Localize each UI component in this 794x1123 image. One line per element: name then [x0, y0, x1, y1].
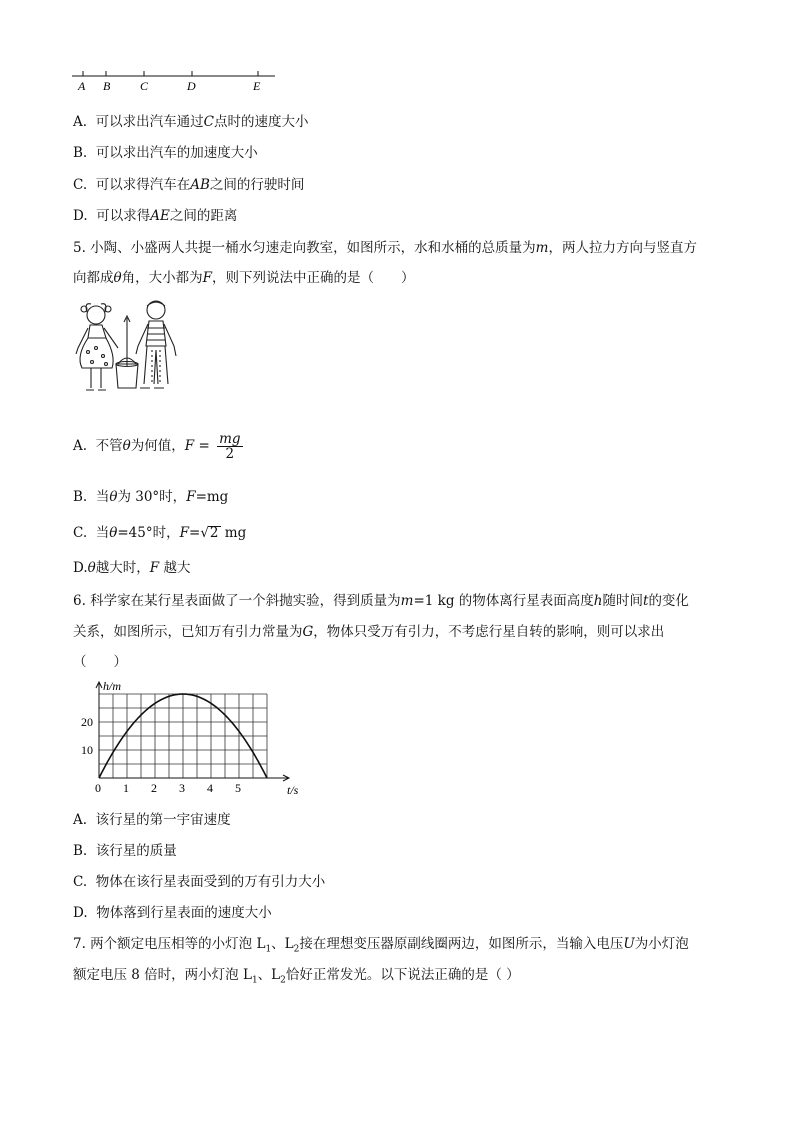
q6-option-b[interactable]: B. 该行星的质量 — [73, 843, 177, 859]
chart-tick-labels — [81, 715, 241, 795]
q7-stem-line1: 7. 两个额定电压相等的小灯泡 $L_1$、$L_2$接在理想变压器原副线圈两边，如图所示，当输入电压U为小灯泡 — [73, 936, 689, 955]
q4-line-figure — [72, 70, 282, 94]
q6-option-d[interactable]: D. 物体落到行星表面的速度大小 — [73, 905, 272, 921]
point-label-d: D — [187, 79, 196, 93]
point-label-b: B — [103, 79, 111, 93]
y-tick-label-20: 20 — [81, 715, 93, 729]
q6-option-c[interactable]: C. 物体在该行星表面受到的万有引力大小 — [73, 874, 326, 890]
x-tick-label-3: 3 — [179, 781, 185, 795]
height-time-chart — [75, 676, 320, 798]
point-label-c: C — [140, 79, 149, 93]
fraction-mg-over-2: $\frac{mg}{2}$ — [219, 431, 241, 462]
y-tick-label-10: 10 — [81, 743, 93, 757]
q4-option-b[interactable]: B. 可以求出汽车的加速度大小 — [73, 145, 258, 161]
chart-y-axis-label: h/m — [103, 679, 121, 693]
chart-x-axis-label: t/s — [287, 783, 299, 797]
q5-option-c[interactable]: C. 当θ=45°时，F=√2 mg — [73, 525, 247, 541]
q6-stem-line1: 6. 科学家在某行星表面做了一个斜抛实验，得到质量为m=1 kg 的物体离行星表面高度h随时间t的变化 — [73, 593, 689, 609]
q4-option-d[interactable]: D. 可以求得AE之间的距离 — [73, 208, 238, 224]
point-label-e: E — [253, 79, 261, 93]
x-tick-label-0: 0 — [95, 781, 101, 795]
x-tick-label-5: 5 — [235, 781, 241, 795]
q5-stem-line2: 向都成θ角，大小都为F，则下列说法中正确的是（ ） — [73, 270, 415, 286]
q6-stem-line2: 关系，如图所示，已知万有引力常量为G，物体只受万有引力，不考虑行星自转的影响，则可以求出 — [73, 624, 665, 640]
q4-option-a[interactable]: A. 可以求出汽车通过C点时的速度大小 — [73, 114, 309, 130]
q4-option-c[interactable]: C. 可以求得汽车在AB之间的行驶时间 — [73, 177, 305, 193]
q5-stem-line1: 5. 小陶、小盛两人共提一桶水匀速走向教室，如图所示，水和水桶的总质量为m，两人拉力方向与竖直方 — [73, 240, 697, 256]
sqrt-sign: √ — [200, 525, 209, 541]
x-tick-label-2: 2 — [151, 781, 157, 795]
x-tick-label-1: 1 — [123, 781, 129, 795]
point-label-a: A — [78, 79, 86, 93]
q5-option-d[interactable]: D.θ越大时，F 越大 — [73, 560, 191, 576]
q5-option-b[interactable]: B. 当θ为 30°时，F=mg — [73, 489, 229, 505]
q7-stem-line2: 额定电压 8 倍时，两小灯泡 $L_1$、$L_2$恰好正常发光。以下说法正确的是（ ） — [73, 967, 520, 986]
q5-option-a[interactable]: A. 不管θ为何值，F = $\frac{mg}{2}$ — [73, 431, 241, 462]
q6-stem-line3: （ ） — [73, 654, 127, 670]
x-tick-label-4: 4 — [207, 781, 213, 795]
q5-children-bucket-illustration — [70, 296, 185, 406]
sqrt-radicand: 2 — [209, 525, 219, 541]
q6-option-a[interactable]: A. 该行星的第一宇宙速度 — [73, 812, 231, 828]
